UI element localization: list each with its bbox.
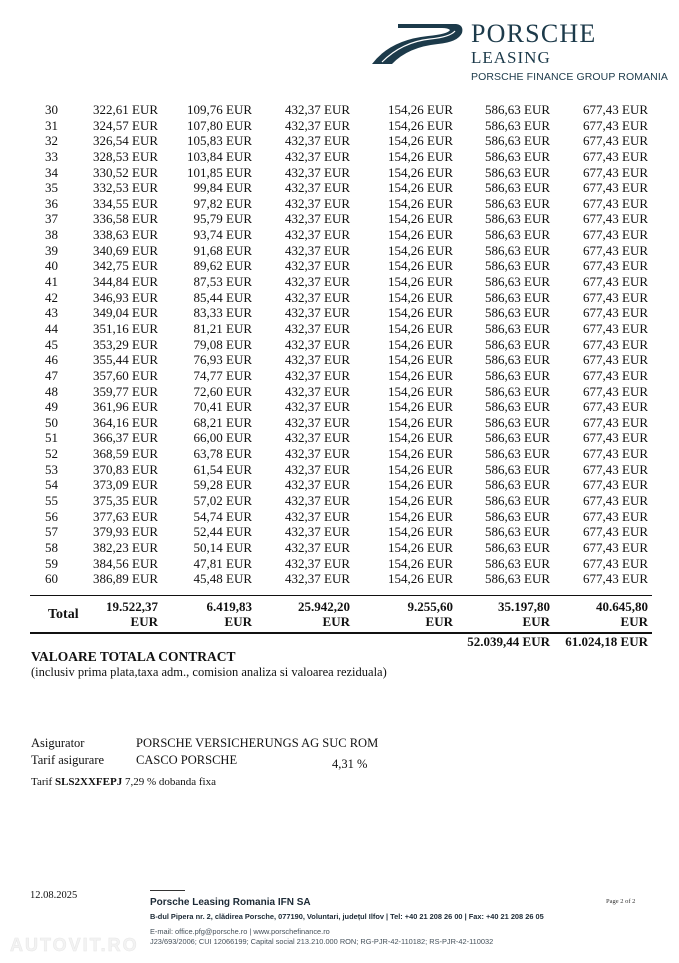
amount-cell: 586,63 EUR [485, 164, 550, 180]
table-row [30, 258, 654, 274]
table-row [30, 165, 654, 181]
amount-cell: 107,80 EUR [187, 117, 252, 133]
amount-cell: 586,63 EUR [485, 227, 550, 243]
table-row [30, 211, 654, 227]
amount-cell: 432,37 EUR [285, 133, 350, 149]
amount-cell: 432,37 EUR [285, 508, 350, 524]
amount-cell: 677,43 EUR [583, 352, 648, 368]
amount-cell: 432,37 EUR [285, 571, 350, 587]
footer-rule [150, 890, 185, 891]
payment-schedule-table [30, 102, 654, 587]
installment-number: 40 [45, 258, 58, 274]
porsche-leasing-logo [368, 18, 668, 88]
total-col-3: 25.942,20 EUR [298, 599, 350, 629]
amount-cell: 154,26 EUR [388, 555, 453, 571]
amount-cell: 432,37 EUR [285, 430, 350, 446]
insurance-rate-value: CASCO PORSCHE [136, 753, 238, 767]
footer-address: B-dul Pipera nr. 2, clădirea Porsche, 077190, Voluntari, județul Ilfov | Tel: +40 21 208 26 00 | Fax: +40 21 208 26 05 [150, 912, 544, 921]
amount-cell: 351,16 EUR [93, 320, 158, 336]
installment-number: 37 [45, 211, 58, 227]
amount-cell: 349,04 EUR [93, 305, 158, 321]
amount-cell: 586,63 EUR [485, 336, 550, 352]
amount-cell: 677,43 EUR [583, 446, 648, 462]
amount-cell: 432,37 EUR [285, 446, 350, 462]
amount-cell: 76,93 EUR [193, 352, 252, 368]
amount-cell: 432,37 EUR [285, 274, 350, 290]
amount-cell: 336,58 EUR [93, 211, 158, 227]
amount-cell: 432,37 EUR [285, 148, 350, 164]
table-row [30, 571, 654, 587]
amount-cell: 586,63 EUR [485, 461, 550, 477]
total-col-1: 19.522,37 EUR [106, 599, 158, 629]
amount-cell: 95,79 EUR [193, 211, 252, 227]
installment-number: 38 [45, 227, 58, 243]
grand-total-col-6: 61.024,18 EUR [565, 634, 648, 649]
amount-cell: 677,43 EUR [583, 524, 648, 540]
brand-name: PORSCHE [471, 19, 597, 48]
amount-cell: 432,37 EUR [285, 352, 350, 368]
amount-cell: 330,52 EUR [93, 164, 158, 180]
amount-cell: 154,26 EUR [388, 117, 453, 133]
amount-cell: 154,26 EUR [388, 352, 453, 368]
amount-cell: 677,43 EUR [583, 195, 648, 211]
total-col-6: 40.645,80 EUR [596, 599, 648, 629]
amount-cell: 677,43 EUR [583, 414, 648, 430]
amount-cell: 586,63 EUR [485, 539, 550, 555]
amount-cell: 154,26 EUR [388, 102, 453, 117]
installment-number: 30 [45, 102, 58, 117]
footer-registry: J23/693/2006; CUI 12066199; Capital social 213.210.000 RON; RG-PJR-42-110182; RS-PJR-42-110032 [150, 937, 494, 946]
amount-cell: 586,63 EUR [485, 180, 550, 196]
installment-number: 60 [45, 571, 58, 587]
installment-number: 43 [45, 305, 58, 321]
amount-cell: 154,26 EUR [388, 180, 453, 196]
amount-cell: 66,00 EUR [193, 430, 252, 446]
amount-cell: 368,59 EUR [93, 446, 158, 462]
amount-cell: 432,37 EUR [285, 242, 350, 258]
amount-cell: 677,43 EUR [583, 320, 648, 336]
amount-cell: 326,54 EUR [93, 133, 158, 149]
table-row [30, 493, 654, 509]
table-row [30, 446, 654, 462]
table-row [30, 384, 654, 400]
amount-cell: 154,26 EUR [388, 571, 453, 587]
table-row [30, 196, 654, 212]
table-row [30, 399, 654, 415]
table-row [30, 462, 654, 478]
amount-cell: 432,37 EUR [285, 555, 350, 571]
amount-cell: 586,63 EUR [485, 102, 550, 117]
amount-cell: 677,43 EUR [583, 164, 648, 180]
table-row [30, 305, 654, 321]
amount-cell: 677,43 EUR [583, 508, 648, 524]
amount-cell: 586,63 EUR [485, 133, 550, 149]
amount-cell: 586,63 EUR [485, 524, 550, 540]
insurance-rate-label: Tarif asigurare [31, 753, 105, 767]
footer-company: Porsche Leasing Romania IFN SA [150, 897, 311, 908]
amount-cell: 154,26 EUR [388, 164, 453, 180]
amount-cell: 432,37 EUR [285, 493, 350, 509]
amount-cell: 154,26 EUR [388, 211, 453, 227]
installment-number: 55 [45, 493, 58, 509]
amount-cell: 324,57 EUR [93, 117, 158, 133]
brand-subname: LEASING [471, 48, 551, 67]
insurer-value: PORSCHE VERSICHERUNGS AG SUC ROM [136, 736, 379, 750]
amount-cell: 677,43 EUR [583, 117, 648, 133]
amount-cell: 384,56 EUR [93, 555, 158, 571]
amount-cell: 83,33 EUR [193, 305, 252, 321]
installment-number: 44 [45, 320, 58, 336]
amount-cell: 677,43 EUR [583, 102, 648, 117]
amount-cell: 61,54 EUR [193, 461, 252, 477]
table-row [30, 556, 654, 572]
amount-cell: 154,26 EUR [388, 367, 453, 383]
amount-cell: 54,74 EUR [193, 508, 252, 524]
footer-contact: E-mail: office.pfg@porsche.ro | www.porschefinance.ro [150, 927, 330, 936]
amount-cell: 154,26 EUR [388, 305, 453, 321]
amount-cell: 154,26 EUR [388, 289, 453, 305]
installment-number: 57 [45, 524, 58, 540]
tariff-code: SLS2XXFEPJ [54, 776, 123, 788]
amount-cell: 677,43 EUR [583, 493, 648, 509]
amount-cell: 344,84 EUR [93, 274, 158, 290]
amount-cell: 154,26 EUR [388, 274, 453, 290]
table-row [30, 337, 654, 353]
interest-tariff: Tarif SLS2XXFEPJ 7,29 % dobanda fixa [31, 776, 216, 788]
installment-number: 48 [45, 383, 58, 399]
amount-cell: 677,43 EUR [583, 211, 648, 227]
amount-cell: 338,63 EUR [93, 227, 158, 243]
amount-cell: 586,63 EUR [485, 117, 550, 133]
insurance-rate-percent: 4,31 % [332, 757, 368, 771]
totals-bottom-rule [30, 632, 652, 634]
amount-cell: 353,29 EUR [93, 336, 158, 352]
installment-number: 42 [45, 289, 58, 305]
amount-cell: 154,26 EUR [388, 430, 453, 446]
amount-cell: 154,26 EUR [388, 227, 453, 243]
amount-cell: 432,37 EUR [285, 367, 350, 383]
amount-cell: 154,26 EUR [388, 508, 453, 524]
amount-cell: 154,26 EUR [388, 493, 453, 509]
amount-cell: 377,63 EUR [93, 508, 158, 524]
amount-cell: 677,43 EUR [583, 180, 648, 196]
amount-cell: 342,75 EUR [93, 258, 158, 274]
amount-cell: 677,43 EUR [583, 133, 648, 149]
amount-cell: 432,37 EUR [285, 180, 350, 196]
amount-cell: 50,14 EUR [193, 539, 252, 555]
amount-cell: 432,37 EUR [285, 461, 350, 477]
amount-cell: 677,43 EUR [583, 571, 648, 587]
installment-number: 54 [45, 477, 58, 493]
amount-cell: 154,26 EUR [388, 414, 453, 430]
table-row [30, 133, 654, 149]
table-row [30, 321, 654, 337]
amount-cell: 586,63 EUR [485, 289, 550, 305]
amount-cell: 85,44 EUR [193, 289, 252, 305]
amount-cell: 154,26 EUR [388, 539, 453, 555]
installment-number: 35 [45, 180, 58, 196]
amount-cell: 63,78 EUR [193, 446, 252, 462]
amount-cell: 586,63 EUR [485, 352, 550, 368]
installment-number: 59 [45, 555, 58, 571]
amount-cell: 322,61 EUR [93, 102, 158, 117]
amount-cell: 68,21 EUR [193, 414, 252, 430]
amount-cell: 105,83 EUR [187, 133, 252, 149]
table-row [30, 227, 654, 243]
amount-cell: 154,26 EUR [388, 336, 453, 352]
amount-cell: 79,08 EUR [193, 336, 252, 352]
amount-cell: 586,63 EUR [485, 493, 550, 509]
amount-cell: 677,43 EUR [583, 367, 648, 383]
table-row [30, 430, 654, 446]
totals-top-rule [30, 595, 652, 596]
amount-cell: 586,63 EUR [485, 195, 550, 211]
amount-cell: 677,43 EUR [583, 477, 648, 493]
road-logo-icon [368, 22, 464, 66]
total-col-4: 9.255,60 EUR [407, 599, 453, 629]
table-row [30, 290, 654, 306]
amount-cell: 154,26 EUR [388, 320, 453, 336]
amount-cell: 154,26 EUR [388, 477, 453, 493]
amount-cell: 677,43 EUR [583, 399, 648, 415]
amount-cell: 154,26 EUR [388, 446, 453, 462]
amount-cell: 432,37 EUR [285, 211, 350, 227]
amount-cell: 677,43 EUR [583, 258, 648, 274]
amount-cell: 586,63 EUR [485, 148, 550, 164]
amount-cell: 432,37 EUR [285, 399, 350, 415]
amount-cell: 432,37 EUR [285, 414, 350, 430]
amount-cell: 677,43 EUR [583, 305, 648, 321]
amount-cell: 101,85 EUR [187, 164, 252, 180]
amount-cell: 364,16 EUR [93, 414, 158, 430]
amount-cell: 432,37 EUR [285, 539, 350, 555]
amount-cell: 677,43 EUR [583, 274, 648, 290]
amount-cell: 154,26 EUR [388, 461, 453, 477]
table-row [30, 352, 654, 368]
amount-cell: 45,48 EUR [193, 571, 252, 587]
amount-cell: 81,21 EUR [193, 320, 252, 336]
totals-row [30, 599, 654, 631]
amount-cell: 370,83 EUR [93, 461, 158, 477]
amount-cell: 154,26 EUR [388, 195, 453, 211]
amount-cell: 89,62 EUR [193, 258, 252, 274]
amount-cell: 432,37 EUR [285, 195, 350, 211]
amount-cell: 432,37 EUR [285, 164, 350, 180]
amount-cell: 677,43 EUR [583, 242, 648, 258]
amount-cell: 432,37 EUR [285, 336, 350, 352]
installment-number: 45 [45, 336, 58, 352]
installment-number: 33 [45, 148, 58, 164]
amount-cell: 677,43 EUR [583, 336, 648, 352]
contract-total-subtitle: (inclusiv prima plata,taxa adm., comision analiza si valoarea reziduala) [31, 665, 387, 679]
amount-cell: 677,43 EUR [583, 148, 648, 164]
amount-cell: 154,26 EUR [388, 524, 453, 540]
installment-number: 36 [45, 195, 58, 211]
amount-cell: 586,63 EUR [485, 399, 550, 415]
table-row [30, 509, 654, 525]
amount-cell: 109,76 EUR [187, 102, 252, 117]
amount-cell: 154,26 EUR [388, 399, 453, 415]
installment-number: 50 [45, 414, 58, 430]
installment-number: 47 [45, 367, 58, 383]
amount-cell: 677,43 EUR [583, 555, 648, 571]
amount-cell: 93,74 EUR [193, 227, 252, 243]
amount-cell: 677,43 EUR [583, 539, 648, 555]
amount-cell: 328,53 EUR [93, 148, 158, 164]
amount-cell: 59,28 EUR [193, 477, 252, 493]
table-row [30, 180, 654, 196]
installment-number: 34 [45, 164, 58, 180]
amount-cell: 677,43 EUR [583, 383, 648, 399]
amount-cell: 361,96 EUR [93, 399, 158, 415]
table-row [30, 540, 654, 556]
amount-cell: 586,63 EUR [485, 274, 550, 290]
amount-cell: 432,37 EUR [285, 305, 350, 321]
amount-cell: 366,37 EUR [93, 430, 158, 446]
amount-cell: 386,89 EUR [93, 571, 158, 587]
total-col-5: 35.197,80 EUR [498, 599, 550, 629]
amount-cell: 57,02 EUR [193, 493, 252, 509]
amount-cell: 87,53 EUR [193, 274, 252, 290]
amount-cell: 97,82 EUR [193, 195, 252, 211]
installment-number: 58 [45, 539, 58, 555]
table-row [30, 368, 654, 384]
amount-cell: 586,63 EUR [485, 555, 550, 571]
installment-number: 56 [45, 508, 58, 524]
table-row [30, 274, 654, 290]
installment-number: 32 [45, 133, 58, 149]
amount-cell: 586,63 EUR [485, 211, 550, 227]
amount-cell: 677,43 EUR [583, 461, 648, 477]
amount-cell: 47,81 EUR [193, 555, 252, 571]
amount-cell: 586,63 EUR [485, 258, 550, 274]
installment-number: 53 [45, 461, 58, 477]
amount-cell: 91,68 EUR [193, 242, 252, 258]
table-row [30, 118, 654, 134]
amount-cell: 586,63 EUR [485, 320, 550, 336]
amount-cell: 432,37 EUR [285, 477, 350, 493]
amount-cell: 586,63 EUR [485, 508, 550, 524]
amount-cell: 74,77 EUR [193, 367, 252, 383]
amount-cell: 586,63 EUR [485, 430, 550, 446]
total-col-2: 6.419,83 EUR [206, 599, 252, 629]
amount-cell: 346,93 EUR [93, 289, 158, 305]
totals-label: Total [48, 607, 79, 622]
contract-total-title: VALOARE TOTALA CONTRACT [31, 649, 236, 664]
amount-cell: 586,63 EUR [485, 305, 550, 321]
amount-cell: 586,63 EUR [485, 242, 550, 258]
amount-cell: 432,37 EUR [285, 117, 350, 133]
amount-cell: 432,37 EUR [285, 227, 350, 243]
amount-cell: 586,63 EUR [485, 367, 550, 383]
table-row [30, 477, 654, 493]
amount-cell: 154,26 EUR [388, 383, 453, 399]
watermark: AUTOVIT.RO [10, 935, 139, 955]
amount-cell: 382,23 EUR [93, 539, 158, 555]
amount-cell: 432,37 EUR [285, 102, 350, 117]
amount-cell: 52,44 EUR [193, 524, 252, 540]
amount-cell: 103,84 EUR [187, 148, 252, 164]
amount-cell: 432,37 EUR [285, 289, 350, 305]
amount-cell: 677,43 EUR [583, 289, 648, 305]
installment-number: 46 [45, 352, 58, 368]
amount-cell: 432,37 EUR [285, 383, 350, 399]
amount-cell: 375,35 EUR [93, 493, 158, 509]
installment-number: 39 [45, 242, 58, 258]
installment-number: 41 [45, 274, 58, 290]
table-row [30, 415, 654, 431]
amount-cell: 72,60 EUR [193, 383, 252, 399]
table-row [30, 149, 654, 165]
amount-cell: 432,37 EUR [285, 320, 350, 336]
table-row [30, 243, 654, 259]
brand-group: PORSCHE FINANCE GROUP ROMANIA [471, 71, 668, 83]
amount-cell: 677,43 EUR [583, 227, 648, 243]
installment-number: 51 [45, 430, 58, 446]
page-number: Page 2 of 2 [606, 898, 636, 905]
installment-number: 52 [45, 446, 58, 462]
amount-cell: 154,26 EUR [388, 133, 453, 149]
table-row [30, 524, 654, 540]
amount-cell: 586,63 EUR [485, 477, 550, 493]
amount-cell: 355,44 EUR [93, 352, 158, 368]
amount-cell: 70,41 EUR [193, 399, 252, 415]
insurer-label: Asigurator [31, 736, 85, 750]
amount-cell: 332,53 EUR [93, 180, 158, 196]
amount-cell: 357,60 EUR [93, 367, 158, 383]
document-date: 12.08.2025 [30, 890, 78, 901]
amount-cell: 334,55 EUR [93, 195, 158, 211]
amount-cell: 432,37 EUR [285, 258, 350, 274]
amount-cell: 154,26 EUR [388, 242, 453, 258]
installment-number: 49 [45, 399, 58, 415]
amount-cell: 154,26 EUR [388, 148, 453, 164]
amount-cell: 359,77 EUR [93, 383, 158, 399]
amount-cell: 340,69 EUR [93, 242, 158, 258]
grand-total-col-5: 52.039,44 EUR [467, 634, 550, 649]
amount-cell: 586,63 EUR [485, 414, 550, 430]
amount-cell: 154,26 EUR [388, 258, 453, 274]
table-row [30, 102, 654, 118]
amount-cell: 432,37 EUR [285, 524, 350, 540]
amount-cell: 586,63 EUR [485, 446, 550, 462]
amount-cell: 586,63 EUR [485, 383, 550, 399]
amount-cell: 586,63 EUR [485, 571, 550, 587]
amount-cell: 99,84 EUR [193, 180, 252, 196]
amount-cell: 379,93 EUR [93, 524, 158, 540]
amount-cell: 677,43 EUR [583, 430, 648, 446]
installment-number: 31 [45, 117, 58, 133]
amount-cell: 373,09 EUR [93, 477, 158, 493]
